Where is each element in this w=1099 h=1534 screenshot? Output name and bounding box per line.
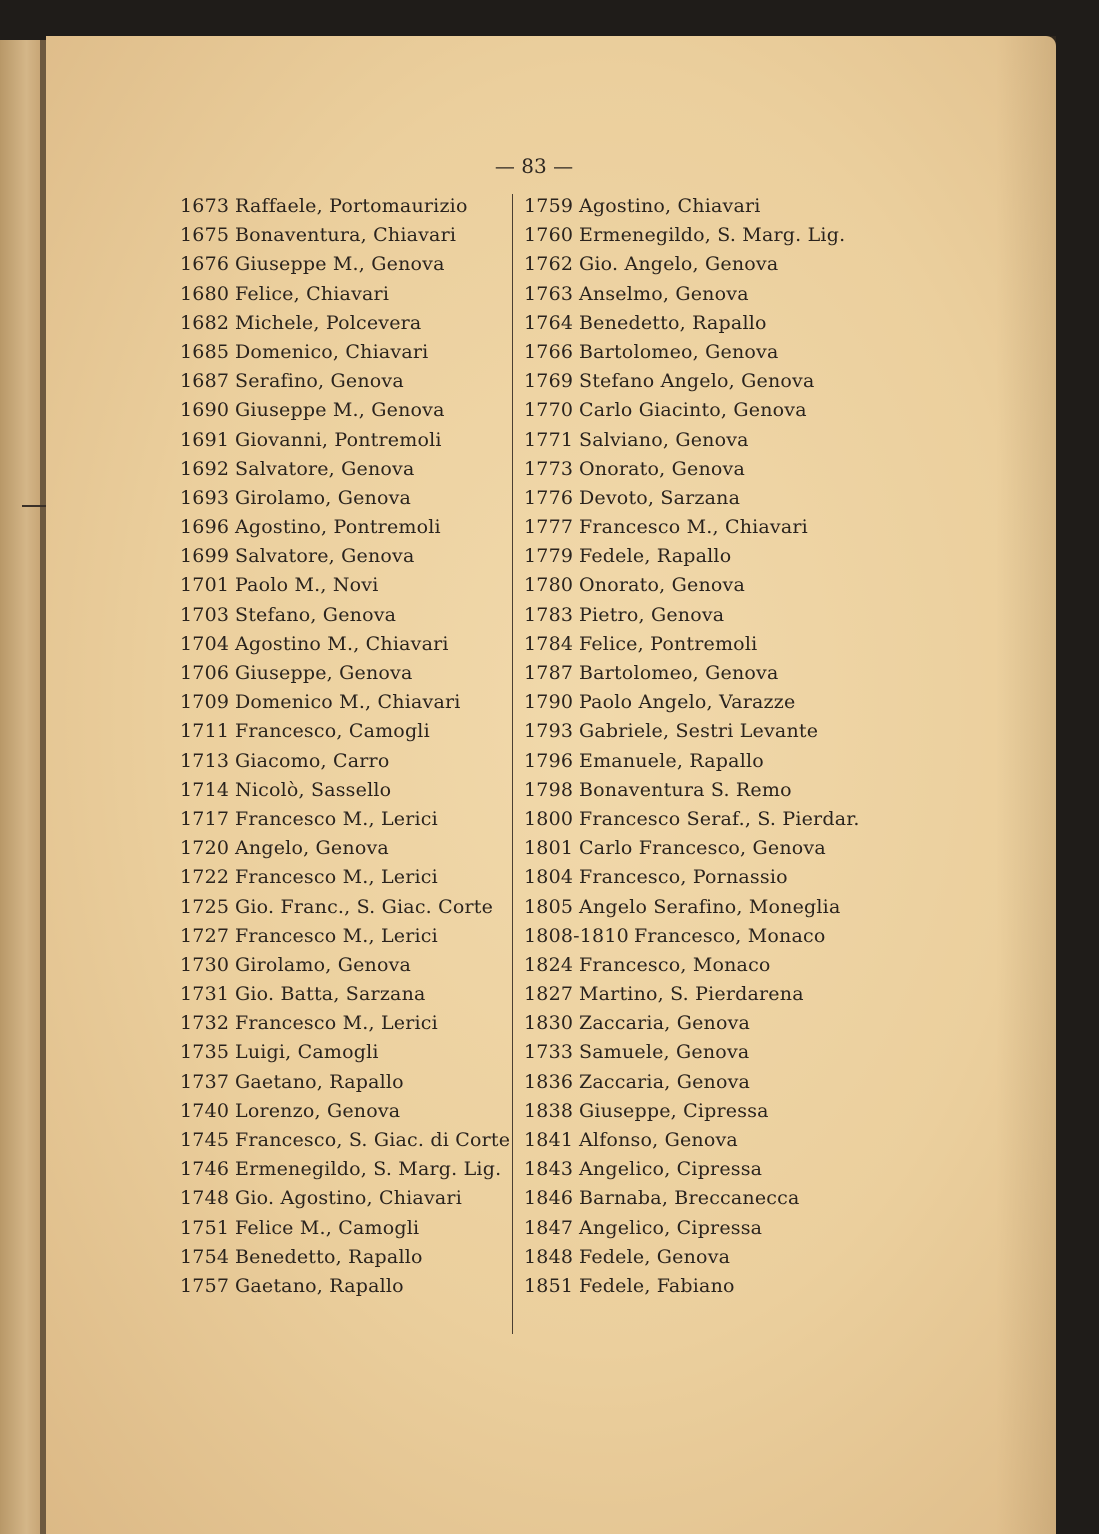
entry-text: Gio. Franc., S. Giac. Corte [235, 895, 494, 918]
entry-number: 1701 [180, 574, 230, 597]
entry-text: Onorato, Genova [579, 457, 745, 480]
entry-number: 1733 [524, 1041, 574, 1064]
entry-number: 1836 [524, 1070, 574, 1093]
entry-text: Salvatore, Genova [235, 545, 415, 568]
entry-number: 1777 [524, 516, 574, 539]
list-item [180, 309, 520, 338]
list-item [180, 630, 520, 659]
list-item [524, 1097, 864, 1126]
entry-number: 1764 [524, 311, 574, 334]
entry-text: Serafino, Genova [235, 370, 404, 393]
entry-text: Zaccaria, Genova [579, 1070, 751, 1093]
entry-number: 1751 [180, 1216, 230, 1239]
entry-text: Luigi, Camogli [235, 1041, 379, 1064]
entry-text: Domenico M., Chiavari [235, 691, 461, 714]
entry-text: Angelo Serafino, Moneglia [579, 895, 841, 918]
entry-number: 1760 [524, 224, 574, 247]
list-item [524, 717, 864, 746]
entry-number: 1808-1810 [524, 924, 629, 947]
entry-number: 1843 [524, 1158, 574, 1181]
entry-number: 1779 [524, 545, 574, 568]
entry-text: Samuele, Genova [579, 1041, 750, 1064]
entry-text: Gaetano, Rapallo [235, 1274, 404, 1297]
entry-text: Martino, S. Pierdarena [579, 983, 804, 1006]
entry-text: Benedetto, Rapallo [579, 311, 767, 334]
list-item [524, 250, 864, 279]
list-item [180, 747, 520, 776]
entry-number: 1713 [180, 749, 230, 772]
list-item [180, 659, 520, 688]
list-item [524, 1184, 864, 1213]
entry-text: Giuseppe M., Genova [235, 399, 445, 422]
list-item [180, 426, 520, 455]
list-item [180, 1272, 520, 1301]
entry-number: 1696 [180, 516, 230, 539]
entry-number: 1704 [180, 632, 230, 655]
entry-text: Gio. Batta, Sarzana [235, 983, 426, 1006]
entry-text: Francesco M., Lerici [235, 866, 438, 889]
entry-text: Salvatore, Genova [235, 457, 415, 480]
entry-number: 1846 [524, 1187, 574, 1210]
entry-text: Agostino, Pontremoli [235, 516, 441, 539]
entry-number: 1780 [524, 574, 574, 597]
list-item [524, 951, 864, 980]
list-item [524, 980, 864, 1009]
list-item [524, 1009, 864, 1038]
entry-text: Angelico, Cipressa [579, 1216, 763, 1239]
page-edge-shade [996, 36, 1056, 1534]
left-page-edge [0, 40, 44, 1534]
list-item [524, 688, 864, 717]
list-item [524, 834, 864, 863]
list-item [524, 1068, 864, 1097]
entry-text: Bartolomeo, Genova [579, 662, 779, 684]
entry-text: Francesco M., Lerici [235, 1012, 438, 1035]
entry-number: 1801 [524, 837, 574, 860]
entry-text: Stefano Angelo, Genova [579, 370, 815, 393]
entry-number: 1776 [524, 486, 574, 509]
list-item [180, 863, 520, 892]
page-number: — 83 — [494, 154, 574, 178]
list-item [180, 1097, 520, 1126]
entry-number: 1759 [524, 195, 574, 217]
entry-number: 1732 [180, 1012, 230, 1035]
list-item [524, 1038, 864, 1067]
entry-number: 1690 [180, 399, 230, 422]
entry-number: 1745 [180, 1129, 230, 1151]
list-item [524, 338, 864, 367]
entry-number: 1847 [524, 1216, 574, 1239]
list-item [180, 1038, 520, 1067]
entry-text: Girolamo, Genova [235, 486, 412, 509]
entry-text: Ermenegildo, S. Marg. Lig. [579, 224, 846, 247]
entry-text: Nicolò, Sassello [235, 778, 392, 801]
entry-number: 1725 [180, 895, 230, 918]
list-item [180, 805, 520, 834]
entry-text: Benedetto, Rapallo [235, 1245, 423, 1268]
entry-number: 1848 [524, 1245, 574, 1268]
entry-text: Gaetano, Rapallo [235, 1070, 404, 1093]
list-item [180, 951, 520, 980]
entry-number: 1731 [180, 983, 230, 1006]
list-item [524, 426, 864, 455]
document-page [46, 36, 1056, 1534]
entry-text: Anselmo, Genova [579, 282, 749, 305]
entry-text: Ermenegildo, S. Marg. Lig. [235, 1158, 502, 1181]
entry-number: 1798 [524, 778, 574, 801]
list-item [180, 834, 520, 863]
entry-text: Gio. Angelo, Genova [579, 253, 779, 276]
list-item [524, 1272, 864, 1301]
entry-text: Giuseppe, Cipressa [579, 1099, 769, 1122]
list-item [524, 367, 864, 396]
list-item [524, 309, 864, 338]
right-column-list [524, 192, 864, 1301]
entry-text: Francesco, Monaco [579, 953, 771, 976]
entry-number: 1841 [524, 1129, 574, 1151]
list-item [524, 1155, 864, 1184]
list-item [524, 922, 864, 951]
entry-text: Gio. Agostino, Chiavari [235, 1187, 462, 1210]
list-item [180, 1126, 520, 1155]
list-item [524, 630, 864, 659]
list-item [180, 338, 520, 367]
entry-text: Felice M., Camogli [235, 1216, 420, 1239]
entry-number: 1685 [180, 340, 230, 363]
entry-text: Angelo, Genova [235, 837, 389, 860]
entry-number: 1824 [524, 953, 574, 976]
entry-number: 1790 [524, 691, 574, 714]
list-item [524, 221, 864, 250]
entry-text: Alfonso, Genova [579, 1129, 738, 1151]
entry-text: Lorenzo, Genova [235, 1099, 401, 1122]
entry-number: 1827 [524, 983, 574, 1006]
entry-text: Zaccaria, Genova [579, 1012, 751, 1035]
list-item [180, 980, 520, 1009]
entry-number: 1706 [180, 662, 230, 684]
entry-text: Francesco Seraf., S. Pierdar. [579, 807, 860, 830]
list-item [524, 659, 864, 688]
list-item [180, 484, 520, 513]
entry-text: Paolo M., Novi [235, 574, 379, 597]
list-item [524, 601, 864, 630]
list-item [180, 542, 520, 571]
list-item [524, 396, 864, 425]
entry-number: 1770 [524, 399, 574, 422]
list-item [524, 747, 864, 776]
entry-number: 1796 [524, 749, 574, 772]
entry-number: 1771 [524, 428, 574, 451]
entry-number: 1757 [180, 1274, 230, 1297]
entry-text: Agostino, Chiavari [579, 195, 761, 217]
entry-number: 1703 [180, 603, 230, 626]
entry-number: 1763 [524, 282, 574, 305]
entry-text: Francesco M., Chiavari [579, 516, 808, 539]
list-item [180, 893, 520, 922]
entry-text: Felice, Chiavari [235, 282, 390, 305]
entry-text: Devoto, Sarzana [579, 486, 741, 509]
margin-mark [22, 505, 46, 507]
list-item [180, 1214, 520, 1243]
entry-text: Fedele, Rapallo [579, 545, 732, 568]
entry-number: 1851 [524, 1274, 574, 1297]
entry-number: 1735 [180, 1041, 230, 1064]
list-item [180, 1009, 520, 1038]
entry-text: Raffaele, Portomaurizio [235, 195, 468, 217]
entry-text: Domenico, Chiavari [235, 340, 429, 363]
list-item [180, 192, 520, 221]
left-column-list [180, 192, 520, 1301]
list-item [180, 455, 520, 484]
list-item [524, 455, 864, 484]
entry-text: Francesco, Camogli [235, 720, 430, 743]
entry-number: 1737 [180, 1070, 230, 1093]
list-item [524, 513, 864, 542]
entry-number: 1754 [180, 1245, 230, 1268]
entry-text: Bonaventura S. Remo [579, 778, 792, 801]
entry-number: 1687 [180, 370, 230, 393]
entry-number: 1805 [524, 895, 574, 918]
list-item [524, 280, 864, 309]
entry-number: 1727 [180, 924, 230, 947]
entry-text: Fedele, Genova [579, 1245, 731, 1268]
list-item [180, 1068, 520, 1097]
entry-number: 1783 [524, 603, 574, 626]
entry-text: Francesco, S. Giac. di Corte [235, 1129, 511, 1151]
entry-number: 1838 [524, 1099, 574, 1122]
entry-number: 1766 [524, 340, 574, 363]
entry-text: Emanuele, Rapallo [579, 749, 764, 772]
entry-text: Salviano, Genova [579, 428, 749, 451]
list-item [524, 805, 864, 834]
entry-number: 1740 [180, 1099, 230, 1122]
entry-text: Paolo Angelo, Varazze [579, 691, 796, 714]
list-item [524, 1214, 864, 1243]
entry-text: Stefano, Genova [235, 603, 397, 626]
entry-number: 1800 [524, 807, 574, 830]
entry-number: 1720 [180, 837, 230, 860]
entry-number: 1784 [524, 632, 574, 655]
list-item [180, 601, 520, 630]
entry-number: 1787 [524, 662, 574, 684]
list-item [524, 863, 864, 892]
list-item [524, 542, 864, 571]
list-item [180, 280, 520, 309]
entry-text: Giacomo, Carro [235, 749, 390, 772]
entry-text: Barnaba, Breccanecca [579, 1187, 800, 1210]
entry-number: 1692 [180, 457, 230, 480]
entry-text: Girolamo, Genova [235, 953, 412, 976]
entry-number: 1682 [180, 311, 230, 334]
entry-text: Michele, Polcevera [235, 311, 422, 334]
list-item [180, 396, 520, 425]
entry-number: 1676 [180, 253, 230, 276]
entry-number: 1673 [180, 195, 230, 217]
list-item [180, 367, 520, 396]
list-item [524, 192, 864, 221]
entry-number: 1748 [180, 1187, 230, 1210]
entry-text: Bonaventura, Chiavari [235, 224, 457, 247]
list-item [524, 1243, 864, 1272]
entry-text: Angelico, Cipressa [579, 1158, 763, 1181]
entry-number: 1691 [180, 428, 230, 451]
entry-text: Giovanni, Pontremoli [235, 428, 442, 451]
list-item [180, 776, 520, 805]
entry-number: 1793 [524, 720, 574, 743]
entry-number: 1693 [180, 486, 230, 509]
list-item [180, 221, 520, 250]
list-item [180, 717, 520, 746]
entry-text: Francesco, Monaco [633, 924, 826, 947]
list-item [180, 1155, 520, 1184]
entry-text: Fedele, Fabiano [579, 1274, 735, 1297]
list-item [524, 776, 864, 805]
entry-text: Francesco M., Lerici [235, 924, 438, 947]
entry-number: 1714 [180, 778, 230, 801]
entry-number: 1830 [524, 1012, 574, 1035]
list-item [524, 484, 864, 513]
entry-text: Francesco, Pornassio [579, 866, 788, 889]
list-item [180, 250, 520, 279]
list-item [180, 1184, 520, 1213]
entry-text: Onorato, Genova [579, 574, 745, 597]
list-item [180, 688, 520, 717]
entry-text: Agostino M., Chiavari [235, 632, 449, 655]
list-item [524, 571, 864, 600]
list-item [180, 571, 520, 600]
entry-number: 1709 [180, 691, 230, 714]
entry-number: 1730 [180, 953, 230, 976]
entry-text: Giuseppe M., Genova [235, 253, 445, 276]
entry-text: Giuseppe, Genova [235, 662, 413, 684]
entry-number: 1746 [180, 1158, 230, 1181]
list-item [180, 513, 520, 542]
list-item [180, 1243, 520, 1272]
entry-text: Felice, Pontremoli [579, 632, 758, 655]
entry-text: Carlo Francesco, Genova [579, 837, 826, 860]
entry-number: 1769 [524, 370, 574, 393]
list-item [524, 893, 864, 922]
list-item [180, 922, 520, 951]
entry-number: 1675 [180, 224, 230, 247]
entry-number: 1699 [180, 545, 230, 568]
entry-text: Gabriele, Sestri Levante [579, 720, 819, 743]
entry-number: 1804 [524, 866, 574, 889]
list-item [524, 1126, 864, 1155]
entry-number: 1773 [524, 457, 574, 480]
entry-text: Francesco M., Lerici [235, 807, 438, 830]
entry-number: 1680 [180, 282, 230, 305]
entry-text: Bartolomeo, Genova [579, 340, 779, 363]
entry-number: 1717 [180, 807, 230, 830]
entry-number: 1762 [524, 253, 574, 276]
entry-number: 1711 [180, 720, 230, 743]
entry-text: Carlo Giacinto, Genova [579, 399, 807, 422]
entry-text: Pietro, Genova [579, 603, 725, 626]
entry-number: 1722 [180, 866, 230, 889]
